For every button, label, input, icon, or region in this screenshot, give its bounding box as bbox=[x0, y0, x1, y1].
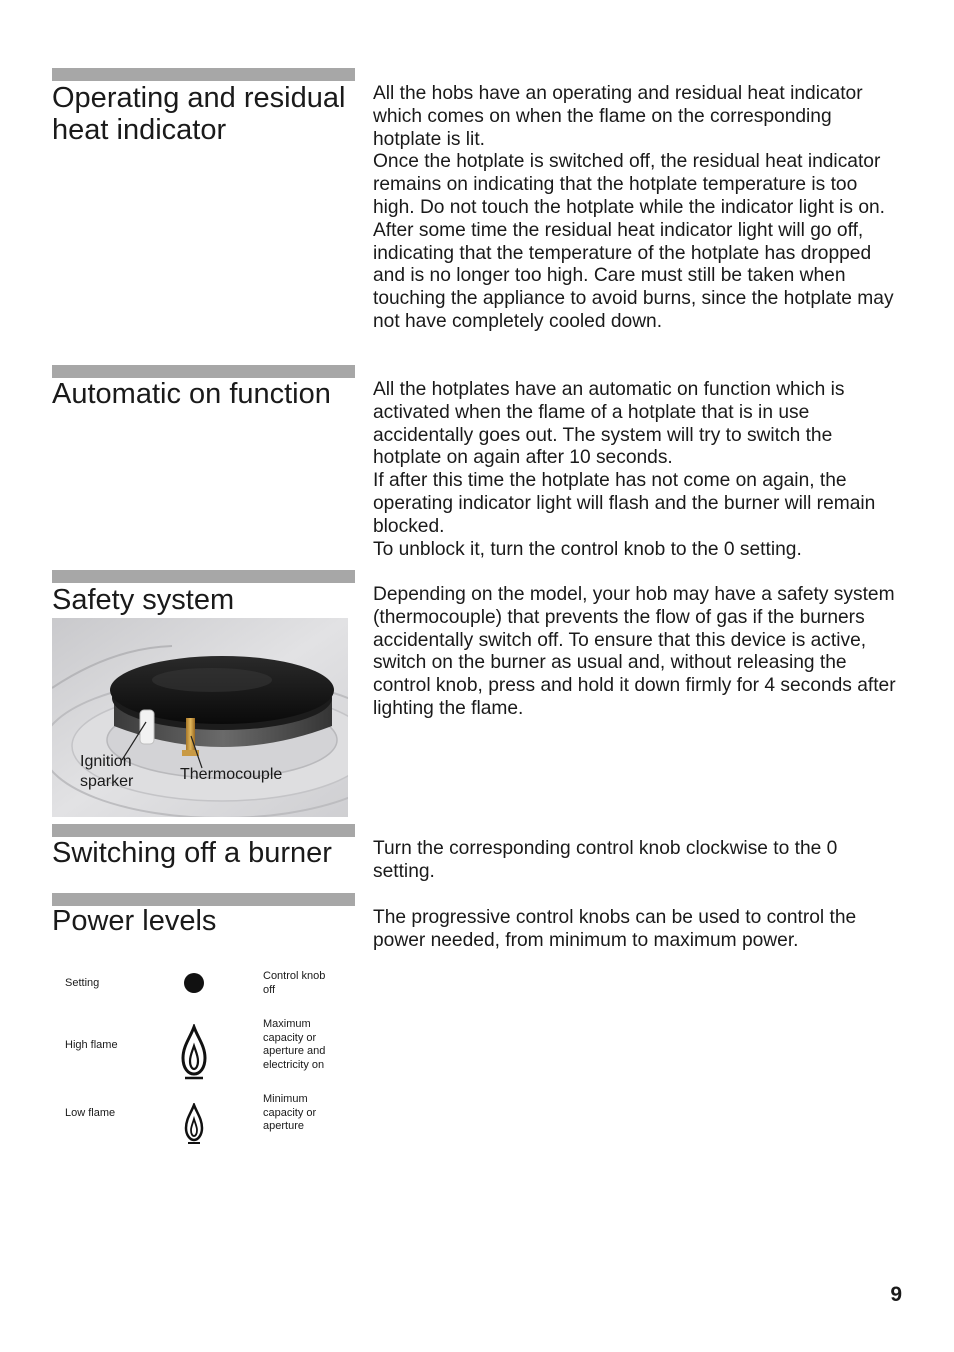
section-heading-power-levels: Power levels bbox=[52, 905, 217, 937]
description-line: aperture and bbox=[263, 1045, 326, 1057]
power-level-label: High flame bbox=[65, 1039, 118, 1051]
burner-photo bbox=[52, 618, 348, 817]
power-level-label: Setting bbox=[65, 977, 100, 989]
description-line: Minimum bbox=[263, 1093, 308, 1105]
section-body-safety-system bbox=[373, 584, 903, 721]
label-ignition-sparker bbox=[80, 752, 133, 792]
description-line: capacity or bbox=[263, 1106, 317, 1119]
section-body-power-levels bbox=[373, 907, 903, 953]
description-line: off bbox=[263, 983, 276, 996]
description-line: aperture bbox=[263, 1120, 304, 1132]
page-number: 9 bbox=[890, 1283, 902, 1306]
label-thermocouple: Thermocouple bbox=[180, 766, 283, 783]
paragraph: Turn the corresponding control knob clockwise to the 0 setting. bbox=[373, 838, 838, 882]
power-level-description bbox=[263, 970, 353, 997]
paragraph: To unblock it, turn the control knob to the 0 setting. bbox=[373, 538, 802, 560]
paragraph: Once the hotplate is switched off, the residual heat indicator remains on indicating that the hotplate temperature is too high. Do not touch the hotplate while the indicator light is on. bbox=[373, 151, 885, 218]
section-body-operating-indicator bbox=[373, 83, 903, 334]
section-heading-switching-off: Switching off a burner bbox=[52, 837, 332, 869]
power-level-description bbox=[263, 1093, 353, 1134]
paragraph: If after this time the hotplate has not come on again, the operating indicator light will flash and the burner will remain blocked. bbox=[373, 470, 876, 537]
section-divider bbox=[52, 824, 355, 837]
paragraph: The progressive control knobs can be used to control the power needed, from minimum to maximum power. bbox=[373, 907, 857, 951]
description-line: Control knob bbox=[263, 970, 326, 982]
section-body-switching-off bbox=[373, 838, 903, 884]
paragraph: All the hobs have an operating and residual heat indicator which comes on when the flame on the corresponding hotplate is lit. bbox=[373, 83, 863, 150]
small-flame-icon bbox=[184, 1103, 204, 1145]
paragraph: All the hotplates have an automatic on function which is activated when the flame of a hotplate that is in use accidentally goes out. The system will try to switch the hotplate on again after 10 seconds. bbox=[373, 379, 845, 469]
power-level-description bbox=[263, 1018, 353, 1072]
filled-circle-icon bbox=[183, 972, 205, 994]
description-line: Maximum bbox=[263, 1018, 311, 1030]
section-divider bbox=[52, 68, 355, 81]
label-line: Ignition bbox=[80, 753, 132, 770]
label-line: sparker bbox=[80, 773, 134, 790]
section-divider bbox=[52, 570, 355, 583]
paragraph: After some time the residual heat indicator light will go off, indicating that the temperature of the hotplate has dropped and is no longer too high. Care must still be taken when touching the appliance to avoid burns, since the hotplate may not have completely cooled down. bbox=[373, 219, 894, 332]
section-heading-operating-indicator: Operating and residual heat indicator bbox=[52, 82, 346, 146]
section-heading-automatic-on: Automatic on function bbox=[52, 378, 331, 410]
paragraph: Depending on the model, your hob may have a safety system (thermocouple) that prevents the flow of gas if the burners accidentally switch off. To ensure that this device is active, switch on the burner as usual and, without releasing the control knob, press and hold it down firmly for 4 seconds after lighting the flame. bbox=[373, 584, 896, 719]
power-level-label: Low flame bbox=[65, 1107, 116, 1119]
description-line: capacity or bbox=[263, 1031, 317, 1044]
description-line: electricity on bbox=[263, 1058, 325, 1071]
section-divider bbox=[52, 365, 355, 378]
large-flame-icon bbox=[180, 1024, 208, 1080]
section-heading-safety-system: Safety system bbox=[52, 584, 235, 616]
section-body-automatic-on bbox=[373, 379, 903, 561]
